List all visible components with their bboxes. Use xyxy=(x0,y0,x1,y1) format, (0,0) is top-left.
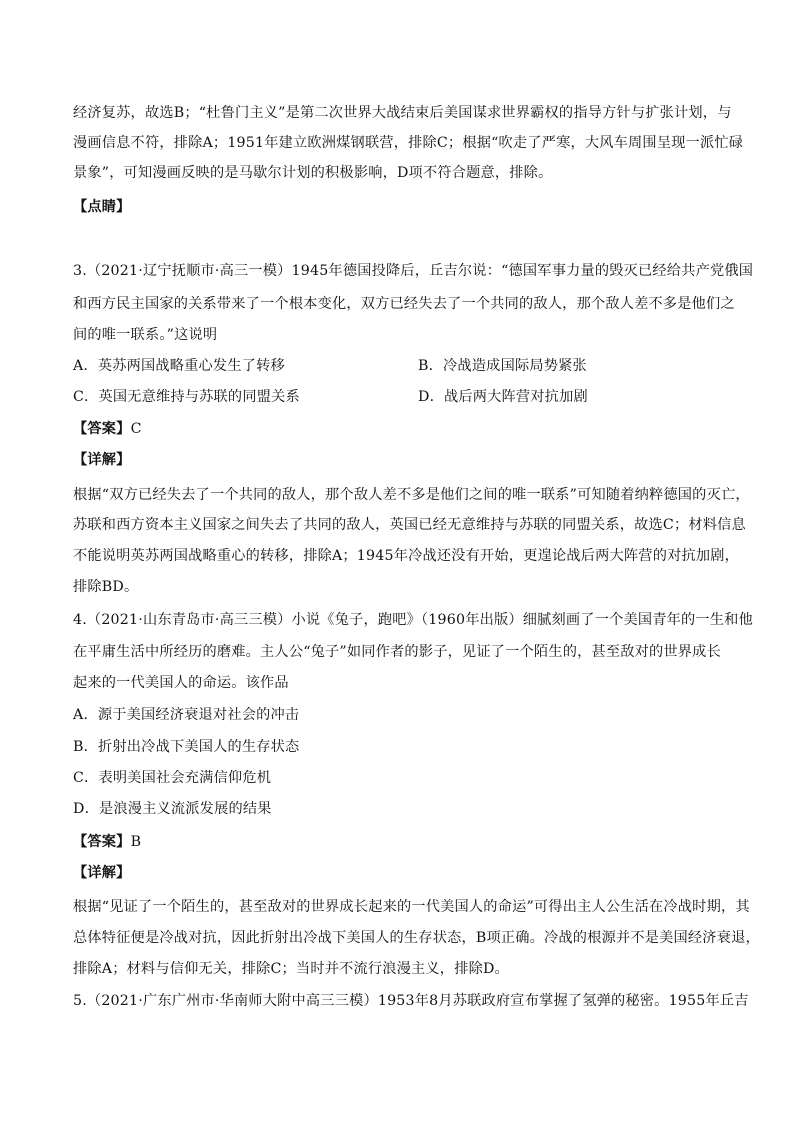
q4-stem-line: 在平庸生活中所经历的磨难。主人公“兔子”如同作者的影子，见证了一个陌生的，甚至敌对的世界成长 xyxy=(73,644,721,660)
q3-answer xyxy=(73,419,733,439)
q3-stem-line: 和西方民主国家的关系带来了一个根本变化，双方已经失去了一个共同的敌人，那个敌人差不多是他们之 xyxy=(73,296,735,312)
answer-tag: 【答案】 xyxy=(73,421,131,437)
q3-detail-line: 苏联和西方资本主义国家之间失去了共同的敌人，英国已经无意维持与苏联的同盟关系，故选C；材料信息 xyxy=(73,517,746,533)
q3-option-a: A．英苏两国战略重心发生了转移 xyxy=(73,358,285,374)
q4-option-c: C．表明美国社会充满信仰危机 xyxy=(73,770,272,786)
answer-value: C xyxy=(130,421,142,437)
q3-option-d: D．战后两大阵营对抗加剧 xyxy=(418,389,588,405)
answer-value: B xyxy=(130,834,142,850)
q4-stem-line: 起来的一代美国人的命运。该作品 xyxy=(73,675,289,691)
q2-explanation-line: 景象”，可知漫画反映的是马歇尔计划的积极影响，D项不符合题意，排除。 xyxy=(73,165,553,181)
q4-detail-line: 根据“见证了一个陌生的，甚至敌对的世界成长起来的一代美国人的命运”可得出主人公生活在冷战时期，其 xyxy=(73,899,750,915)
q4-stem-line: 4.（2021·山东青岛市·高三三模）小说《兔子，跑吧》（1960年出版）细腻刻画了一个美国青年的一生和他 xyxy=(73,612,753,628)
q3-detail-line: 根据“双方已经失去了一个共同的敌人，那个敌人差不多是他们之间的唯一联系”可知随着纳粹德国的灭亡， xyxy=(73,487,750,503)
answer-tag: 【答案】 xyxy=(73,834,131,850)
q3-detail-line: 排除BD。 xyxy=(73,579,139,595)
q3-stem-line: 3.（2021·辽宁抚顺市·高三一模）1945年德国投降后，丘吉尔说：“德国军事力量的毁灭已经给共产党俄国 xyxy=(73,263,754,279)
dianjing-heading: 【点睛】 xyxy=(73,199,131,215)
q4-answer xyxy=(73,832,733,852)
q4-detail-heading: 【详解】 xyxy=(73,865,131,881)
q3-option-c: C．英国无意维持与苏联的同盟关系 xyxy=(73,389,300,405)
q4-detail-line: 排除A；材料与信仰无关，排除C；当时并不流行浪漫主义，排除D。 xyxy=(73,961,509,977)
q2-explanation-line: 经济复苏，故选B；“杜鲁门主义”是第二次世界大战结束后美国谋求世界霸权的指导方针与扩张计划，与 xyxy=(73,105,732,121)
q4-option-a: A．源于美国经济衰退对社会的冲击 xyxy=(73,707,300,723)
q3-options-row-2 xyxy=(73,387,733,407)
q4-detail-line: 总体特征便是冷战对抗，因此折射出冷战下美国人的生存状态，B项正确。冷战的根源并不是美国经济衰退， xyxy=(73,930,760,946)
q4-option-d: D．是浪漫主义流派发展的结果 xyxy=(73,801,272,817)
q3-option-b: B．冷战造成国际局势紧张 xyxy=(418,358,587,374)
q3-detail-line: 不能说明英苏两国战略重心的转移，排除A；1945年冷战还没有开始，更遑论战后两大阵营的对抗加剧， xyxy=(73,548,740,564)
q4-option-b: B．折射出冷战下美国人的生存状态 xyxy=(73,739,300,755)
q2-explanation-line: 漫画信息不符，排除A；1951年建立欧洲煤钢联营，排除C；根据“吹走了严寒，大风车周围呈现一派忙碌 xyxy=(73,135,744,151)
q5-stem-line: 5.（2021·广东广州市·华南师大附中高三三模）1953年8月苏联政府宣布掌握了氢弹的秘密。1955年丘吉 xyxy=(73,993,749,1009)
q3-options-row-1 xyxy=(73,356,733,376)
q3-detail-heading: 【详解】 xyxy=(73,452,131,468)
q3-stem-line: 间的唯一联系。”这说明 xyxy=(73,327,218,343)
